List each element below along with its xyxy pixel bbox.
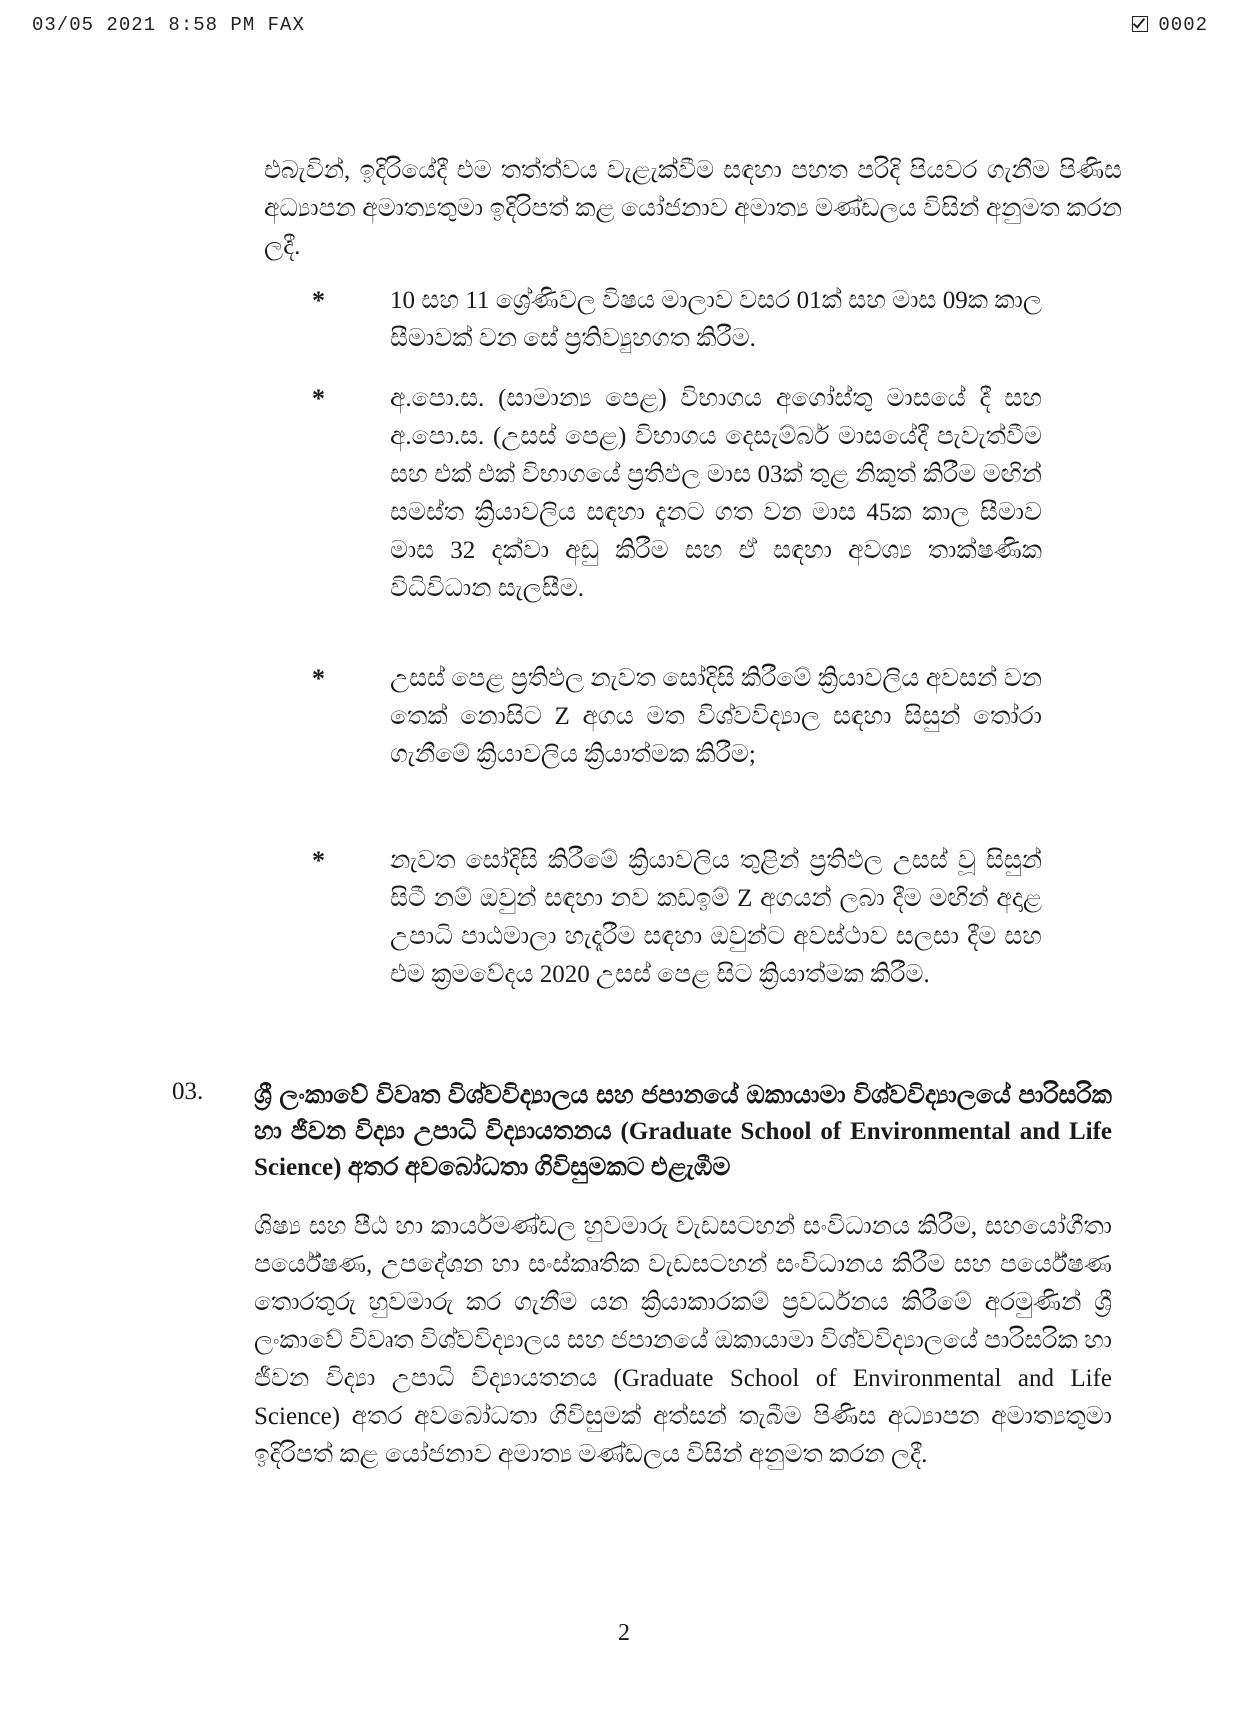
- bullet-item: නැවත සෝදිසි කිරීමේ ක්‍රියාවලිය තුළින් ප්‍රතිඵල උසස් වූ සිසුන් සිටී නම් ඔවුන් සඳහා නව කඩඉම් Z අගයන් ලබා දීම මඟින් අදාළ උපාධි පාඨමාලා හැදෑරීම සඳහා ඔවුන්ට අවස්ථාව සලසා දීම සහ එම ක්‍රමවේදය 2020 උසස් පෙළ සිට ක්‍රියාත්මක කිරීම.: [390, 847, 1042, 988]
- bullet-marker: *: [312, 286, 325, 315]
- bullet-marker: *: [312, 384, 325, 413]
- page-number: 2: [618, 1620, 630, 1646]
- bullet-item: අ.පො.ස. (සාමාන්‍ය පෙළ) විභාගය අගෝස්තු මාසයේ දී සහ අ.පො.ස. (උසස් පෙළ) විභාගය දෙසැම්බර් මාසයේදී පැවැත්වීම සහ එක් එක් විභාගයේ ප්‍රතිඵල මාස 03ක් තුළ නිකුත් කිරීම මඟින් සමස්ත ක්‍රියාවලිය සඳහා දැනට ගත වන මාස 45ක කාල සීමාව මාස 32 දක්වා අඩු කිරීම සහ ඒ සඳහා අවශ්‍ය තාක්ෂණික විධිවිධාන සැලසීම.: [390, 385, 1042, 602]
- bullet-marker: *: [312, 664, 325, 693]
- bullet-marker: *: [312, 846, 325, 875]
- bullet-item: උසස් පෙළ ප්‍රතිඵල නැවත සෝදිසි කිරීමේ ක්‍රියාවලිය අවසන් වන තෙක් නොසිට Z අගය මත විශ්වවිද්‍යාල සඳහා සිසුන් තෝරා ගැනීමේ ක්‍රියාවලිය ක්‍රියාත්මක කිරීම;: [390, 665, 1042, 768]
- bullet-item: 10 සහ 11 ශ්‍රේණිවල විෂය මාලාව වසර 01ක් සහ මාස 09ක කාල සීමාවක් වන සේ ප්‍රතිව්‍යුහගත කිරීම.: [390, 287, 1042, 352]
- fax-header: [32, 14, 1208, 38]
- intro-paragraph: එබැවින්, ඉදිරියේදී එම තත්ත්වය වැළැක්වීම සඳහා පහත පරිදි පියවර ගැනීම පිණිස අධ්‍යාපන අමාත්‍යතුමා ඉදිරිපත් කළ යෝජනාව අමාත්‍ය මණ්ඩලය විසින් අනුමත කරන ලදී.: [264, 157, 1122, 260]
- fax-page-counter: [1132, 14, 1208, 36]
- fax-page-number: 0002: [1158, 14, 1208, 36]
- fax-timestamp: 03/05 2021 8:58 PM FAX: [32, 14, 305, 36]
- section-number: 03.: [172, 1078, 204, 1105]
- checkbox-icon: [1132, 16, 1148, 32]
- section-title: ශ්‍රී ලංකාවේ විවෘත විශ්වවිද්‍යාලය සහ ජපානයේ ඔකායාමා විශ්වවිද්‍යාලයේ පාරිසරික හා ජීවන විද්‍යා උපාධි විද්‍යායතනය (Graduate School of Environmental and Life Science) අතර අවබෝධතා ගිවිසුමකට එළැඹීම: [254, 1082, 1112, 1181]
- section-body: ශිෂ්‍ය සහ පීඨ හා කාර්යමණ්ඩල හුවමාරු වැඩසටහන් සංවිධානය කිරීම, සහයෝගීතා පර්යේෂණ, උපදේශන හා සංස්කෘතික වැඩසටහන් සංවිධානය කිරීම සහ පර්යේෂණ තොරතුරු හුවමාරු කර ගැනීම යන ක්‍රියාකාරකම් ප්‍රවර්ධනය කිරීමේ අරමුණින් ශ්‍රී ලංකාවේ විවෘත විශ්වවිද්‍යාලය සහ ජපානයේ ඔකායාමා විශ්වවිද්‍යාලයේ පාරිසරික හා ජීවන විද්‍යා උපාධි විද්‍යායතනය (Graduate School of Environmental and Life Science) අතර අවබෝධතා ගිවිසුමක් අත්සන් තැබීම පිණිස අධ්‍යාපන අමාත්‍යතුමා ඉදිරිපත් කළ යෝජනාව අමාත්‍ය මණ්ඩලය විසින් අනුමත කරන ලදී.: [254, 1213, 1112, 1468]
